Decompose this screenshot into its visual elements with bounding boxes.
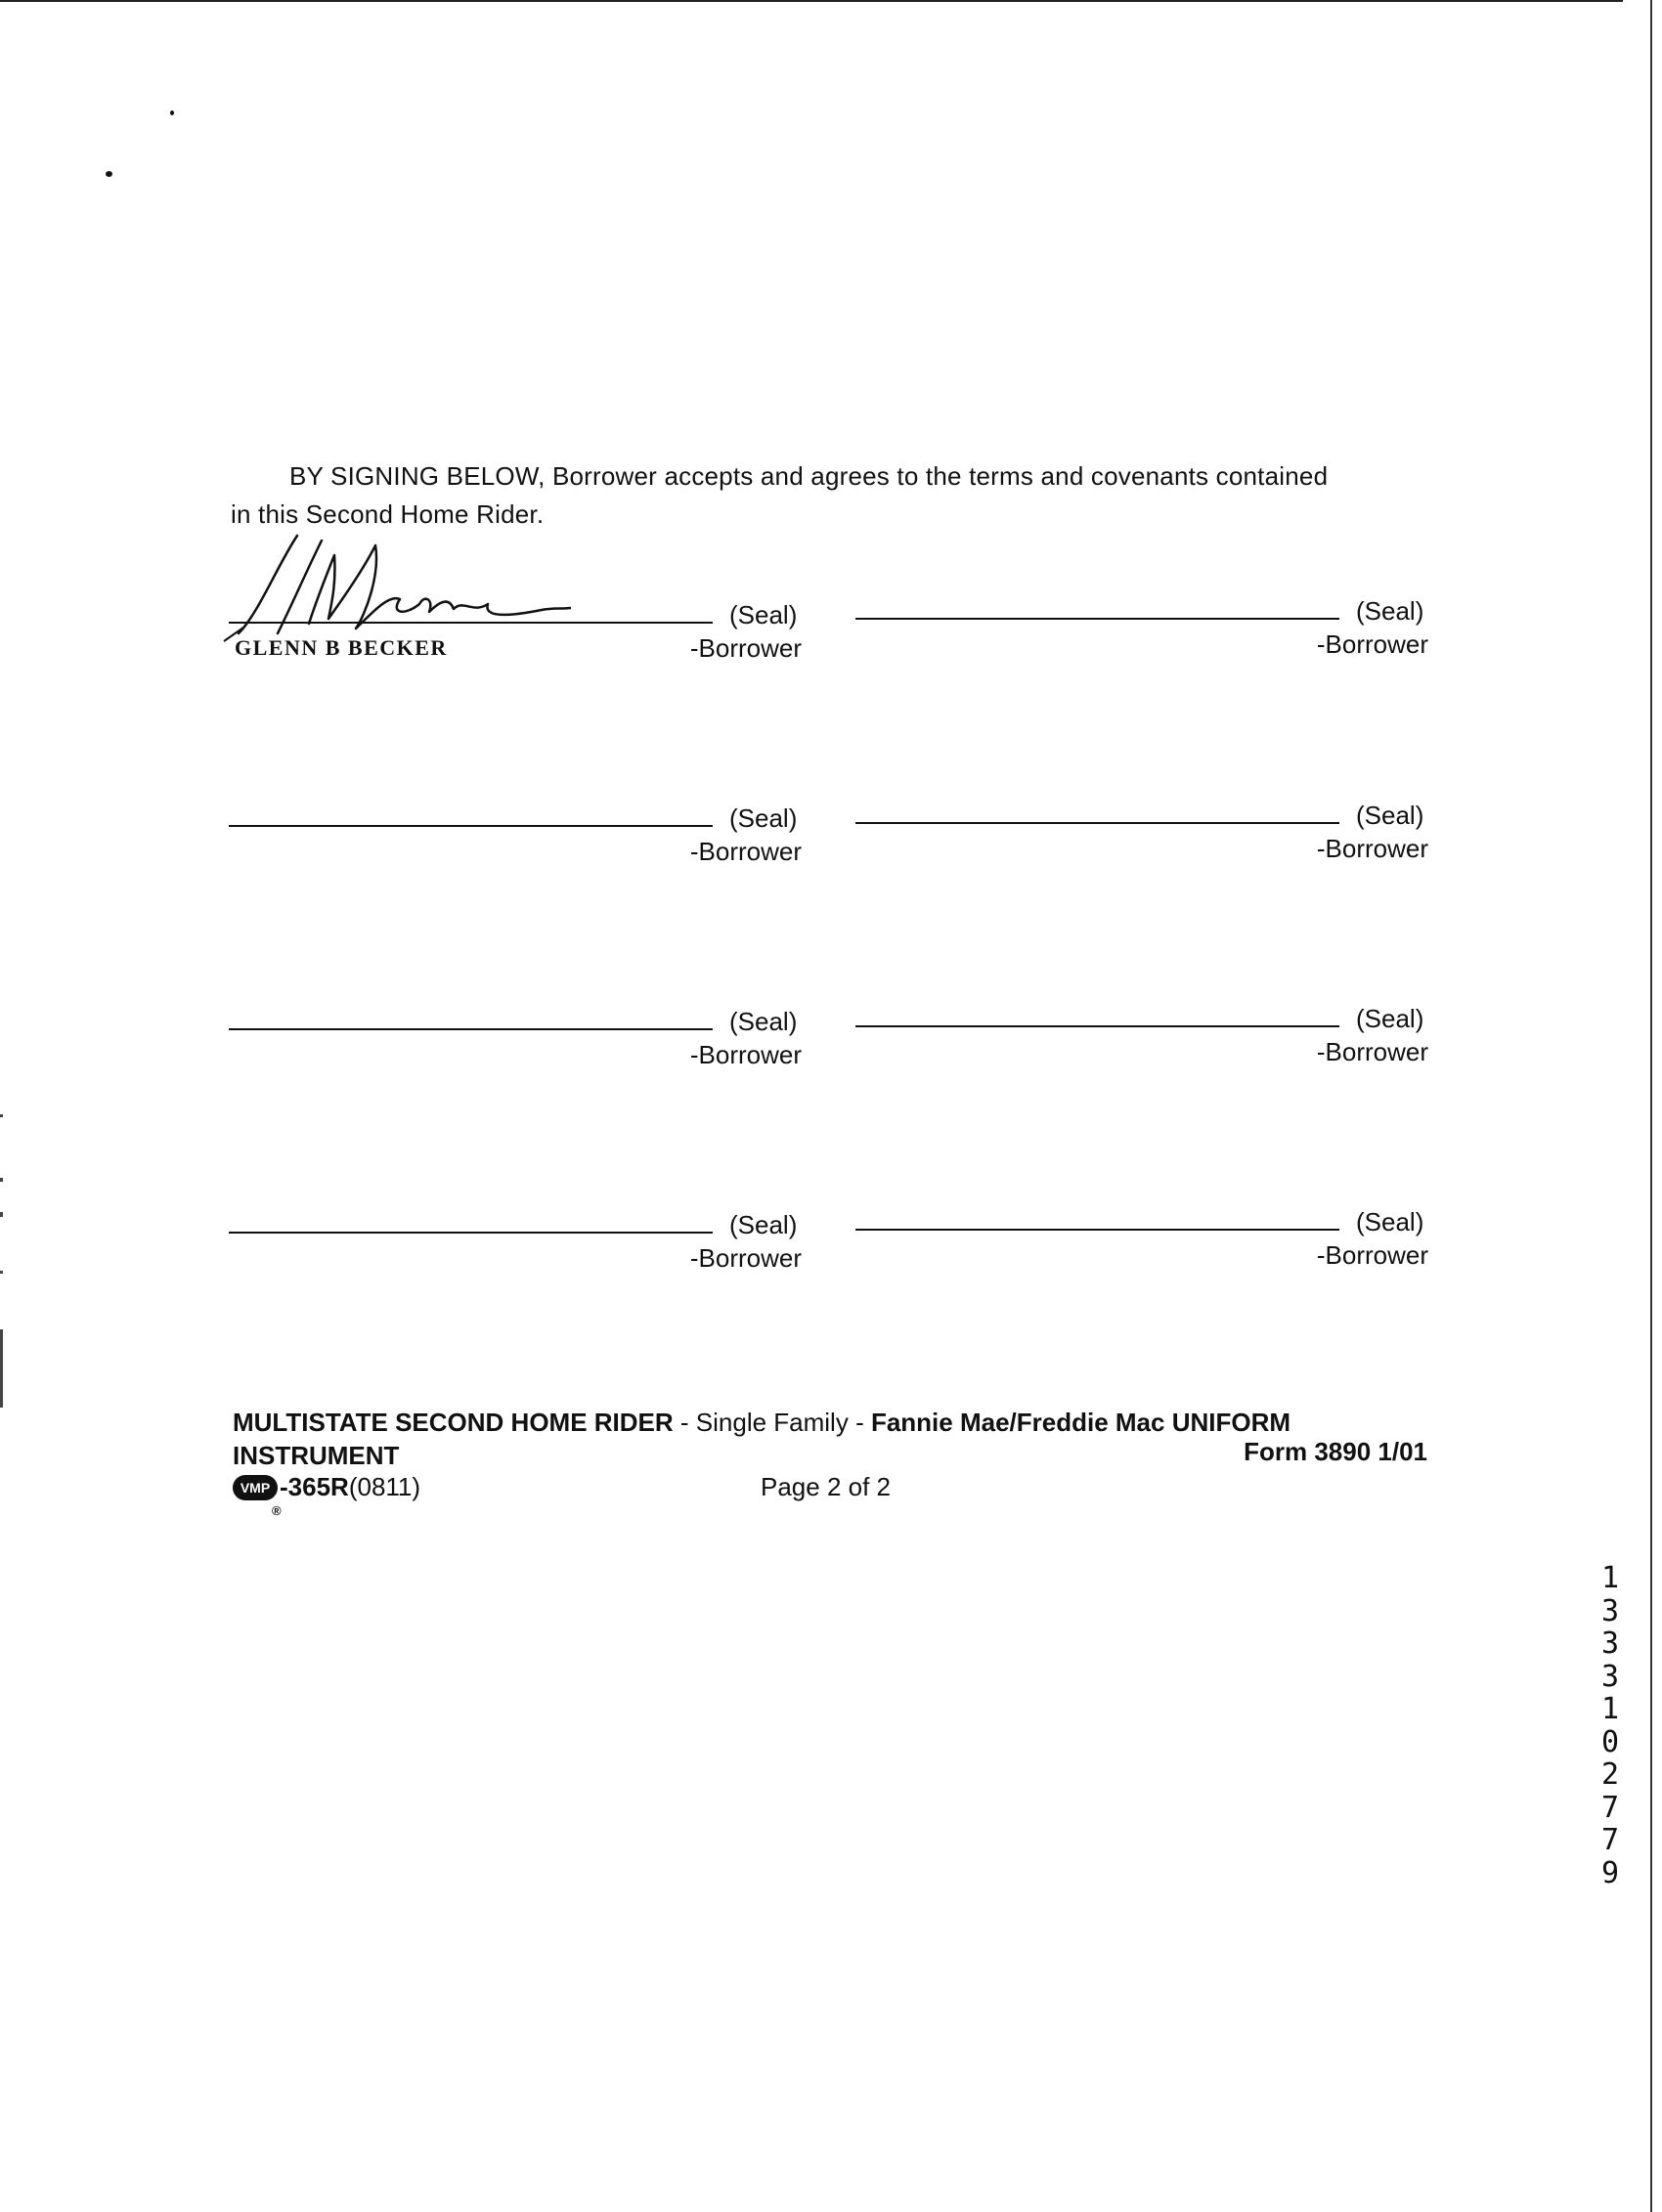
recording-stamp: 13331 02779 [1600,1561,1620,1890]
scan-edge-mark [0,1212,3,1217]
borrower-role-label: -Borrower [689,837,802,866]
signature-block-6 [855,998,1428,1066]
form-subtitle: Single Family [695,1408,849,1437]
scan-speck [170,110,174,115]
acceptance-line-2: in this Second Home Rider. [231,499,545,529]
borrower-role-label: -Borrower [689,1040,802,1069]
signature-block-2 [855,590,1428,659]
vmp-logo-icon: VMP ® [233,1475,278,1500]
seal-label: (Seal) [729,1007,798,1036]
signature-block-4 [855,795,1428,863]
signature-line[interactable] [229,825,713,827]
scan-edge-mark [0,1114,3,1117]
page-right-edge [1650,0,1652,2212]
seal-label: (Seal) [729,1210,798,1239]
seal-label: (Seal) [729,600,798,629]
borrower-role-label: -Borrower [689,633,802,663]
seal-label: (Seal) [729,803,798,833]
borrower-role-label: -Borrower [1316,834,1428,863]
form-code: -365R [280,1472,349,1501]
form-code-date: (0811) [348,1472,421,1501]
acceptance-statement [231,457,1428,534]
signature-block-7 [229,1204,802,1273]
form-code-line [233,1472,421,1518]
scan-edge-mark [0,1271,3,1274]
registered-mark: ® [272,1502,282,1518]
acceptance-line-1: BY SIGNING BELOW, Borrower accepts and agrees to the terms and covenants contained [289,461,1329,491]
seal-label: (Seal) [1356,801,1424,830]
seal-label: (Seal) [1356,1207,1424,1236]
signature-block-8 [855,1201,1428,1270]
form-title: MULTISTATE SECOND HOME RIDER [233,1408,674,1437]
signature-block-5 [229,1001,802,1069]
borrower-role-label: -Borrower [689,1243,802,1273]
scan-edge-mark [0,1178,3,1182]
signature-line[interactable] [855,1025,1339,1027]
title-separator: - [673,1408,696,1437]
signature-line[interactable] [229,1232,713,1234]
borrower-name: GLENN B BECKER [235,635,448,660]
borrower-role-label: -Borrower [1316,629,1428,659]
seal-label: (Seal) [1356,1004,1424,1033]
form-instrument-label: INSTRUMENT [233,1441,400,1470]
seal-label: (Seal) [1356,596,1424,626]
borrower-role-label: -Borrower [1316,1037,1428,1066]
form-uniform-label: Fannie Mae/Freddie Mac UNIFORM [870,1408,1291,1437]
form-title-line [233,1408,1290,1438]
scan-speck [106,171,112,177]
signature-line[interactable] [855,618,1339,620]
signature-line[interactable] [855,1229,1339,1231]
signature-line [229,622,713,624]
signature-block-1 [229,594,802,663]
borrower-role-label: -Borrower [1316,1240,1428,1270]
scan-edge-mark [0,1329,3,1408]
title-separator: - [848,1408,871,1437]
form-number: Form 3890 1/01 [1244,1437,1427,1466]
signature-line[interactable] [855,822,1339,824]
page-top-edge [0,0,1623,2]
page-number: Page 2 of 2 [761,1472,891,1501]
signature-block-3 [229,798,802,866]
signature-line[interactable] [229,1028,713,1030]
handwritten-signature [219,526,571,643]
